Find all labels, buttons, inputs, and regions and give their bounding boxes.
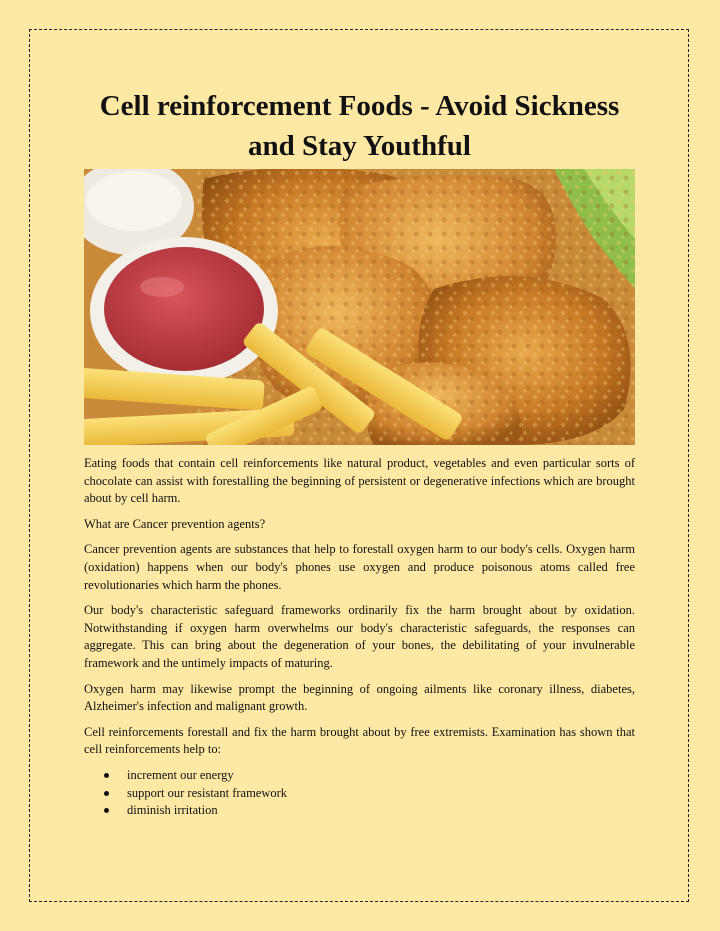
article-body [84, 455, 635, 820]
bullet-icon [104, 808, 109, 813]
section-question: What are Cancer prevention agents? [84, 516, 266, 531]
paragraph: Cell reinforcements forestall and fix the harm brought about by free extremists. Examination has shown that cell reinforcements help to: [84, 724, 635, 757]
list-item [84, 767, 635, 785]
bullet-icon [104, 773, 109, 778]
paragraph: Cancer prevention agents are substances that help to forestall oxygen harm to our body's cells. Oxygen harm (oxidation) happens when our body's phones use oxygen and produce poisonous atoms called free revolutionaries which harm the phones. [84, 542, 635, 592]
list-item-label: support our resistant framework [127, 785, 288, 800]
bullet-icon [104, 791, 109, 796]
food-photo [84, 169, 635, 445]
list-item [84, 802, 635, 820]
page-title: Cell reinforcement Foods - Avoid Sickness and Stay Youthful [99, 90, 620, 162]
list-item [84, 785, 635, 803]
paragraph: Eating foods that contain cell reinforcements like natural product, vegetables and even particular sorts of chocolate can assist with forestalling the beginning of persistent or degenerative infections which are brought about by cell harm. [84, 456, 635, 506]
fried-chicken-fries-dip-photo [84, 169, 635, 445]
list-item-label: diminish irritation [127, 803, 218, 818]
paragraph: Our body's characteristic safeguard frameworks ordinarily fix the harm brought about by oxidation. Notwithstanding if oxygen harm overwhelms our body's characteristic safeguards, the responses can aggregate. This can bring about the degeneration of your bones, the debilitating of your invulnerable framework and the untimely impacts of maturing. [84, 603, 635, 670]
list-item-label: increment our energy [127, 767, 234, 782]
benefits-list [84, 767, 635, 820]
paragraph: Oxygen harm may likewise prompt the beginning of ongoing ailments like coronary illness, diabetes, Alzheimer's infection and malignant growth. [84, 681, 635, 714]
